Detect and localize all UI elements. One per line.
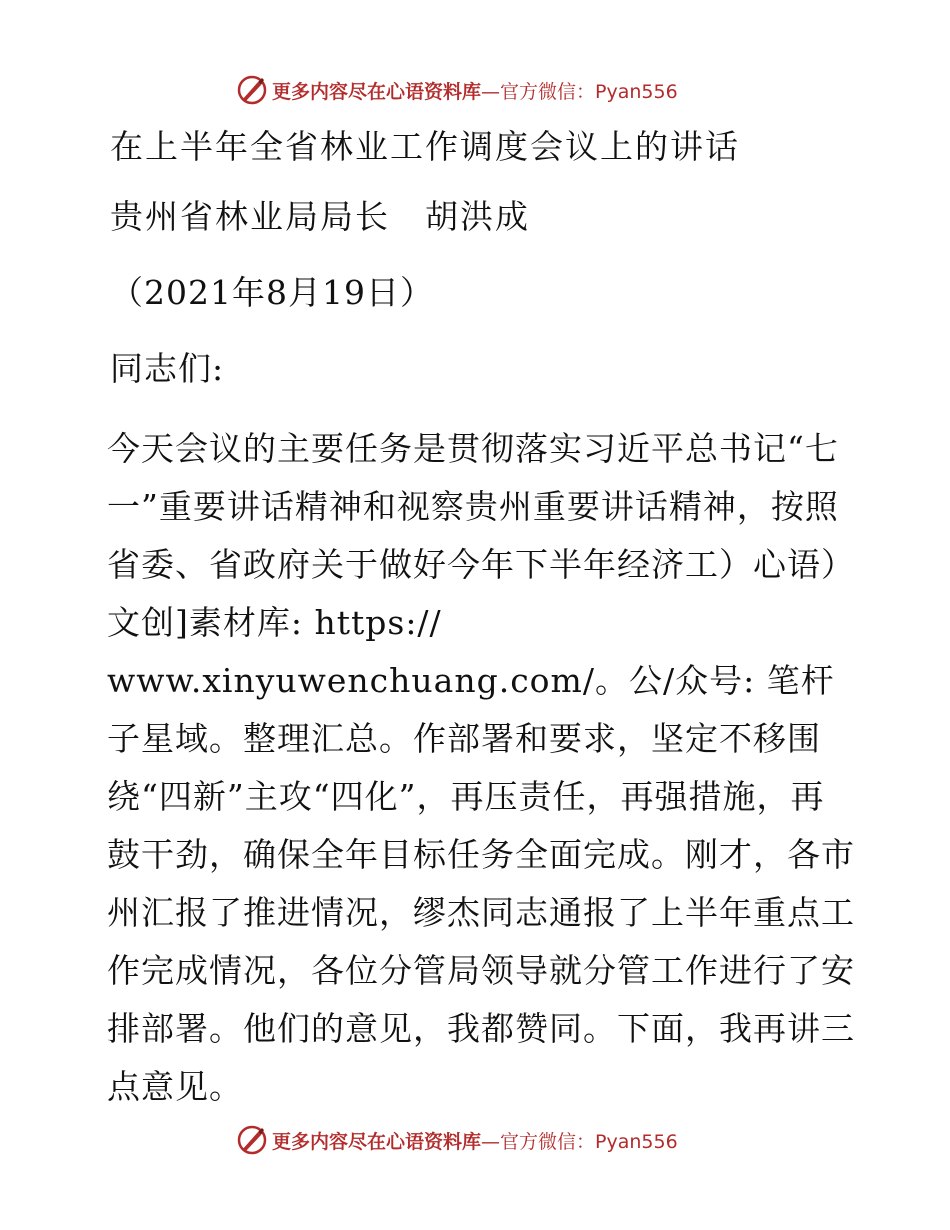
banner-wechat: —官方微信：Pyan556 bbox=[481, 1130, 678, 1153]
document-title: 在上半年全省林业工作调度会议上的讲话 bbox=[110, 127, 740, 166]
banner-text: 更多内容尽在心语资料库 bbox=[272, 1130, 482, 1153]
document-author: 贵州省林业局局长 胡洪成 bbox=[110, 197, 530, 236]
document-greeting: 同志们: bbox=[110, 349, 225, 388]
header-banner bbox=[236, 73, 678, 107]
document-body bbox=[97, 420, 857, 1116]
body-paragraph: 今天会议的主要任务是贯彻落实习近平总书记“七一”重要讲话精神和视察贵州重要讲话精神，按照省委、省政府关于做好今年下半年经济工）心语）文创]素材库: https:// www.xinyuwenchuang.com/。公/众号: 笔杆子星域。整理汇总。作部署和要求，坚定不移围绕“四新”主攻“四化”，再压责任，再强措施，再鼓干劲，确保全年目标任务全面完成。刚才，各市州汇报了推进情况，缪杰同志通报了上半年重点工作完成情况，各位分管局领导就分管工作进行了安排部署。他们的意见，我都赞同。下面，我再讲三点意见。 bbox=[107, 429, 855, 1106]
banner-text: 更多内容尽在心语资料库 bbox=[272, 80, 482, 103]
banner-wechat: —官方微信：Pyan556 bbox=[481, 80, 678, 103]
pen-logo-icon bbox=[236, 1124, 268, 1156]
pen-logo-icon bbox=[236, 74, 268, 106]
document-date: （2021年8月19日） bbox=[110, 273, 434, 312]
footer-banner bbox=[236, 1123, 678, 1157]
